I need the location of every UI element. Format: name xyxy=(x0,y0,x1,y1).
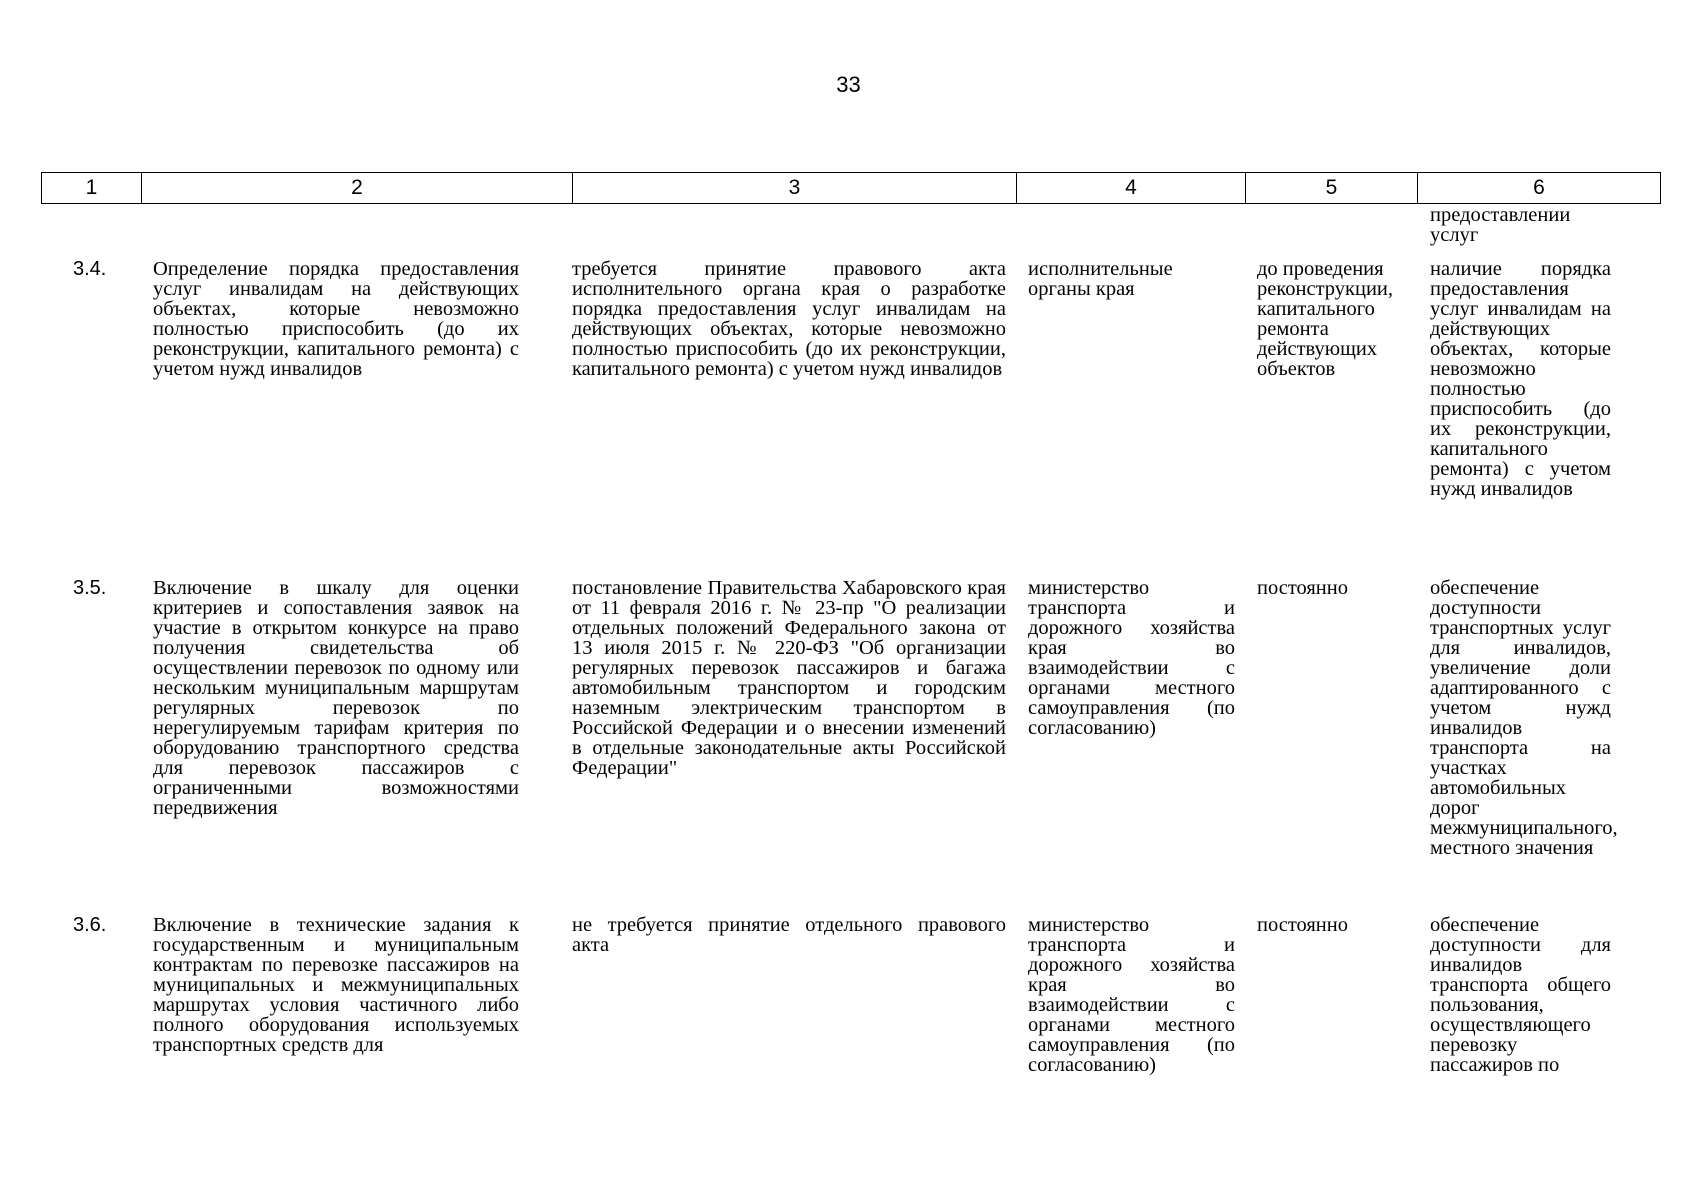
row-result: обеспечение доступности для инвалидов транспорта общего пользования, осуществляющего перевозку пассажиров по xyxy=(1430,914,1611,1076)
row-number: 3.4. xyxy=(73,258,107,280)
row-term: постоянно xyxy=(1257,577,1348,599)
row-responsible: министерство транспорта и дорожного хозяйства края во взаимодействии с органами местного самоуправления (по согласованию) xyxy=(1028,577,1235,739)
row-legal-act: не требуется принятие отдельного правового акта xyxy=(572,914,1006,956)
header-col-4: 4 xyxy=(1017,173,1246,203)
header-col-6: 6 xyxy=(1533,176,1545,199)
row-legal-act: постановление Правительства Хабаровского края от 11 февраля 2016 г. № 23-пр "О реализации отдельных положений Федерального закона от 13 июля 2015 г. № 220-ФЗ "Об организации регулярных перевозок пассажиров и багажа автомобильным транспортом и городским наземным электрическим транспортом в Российской Федерации и о внесении изменений в отдельные законодательные акты Российской Федерации" xyxy=(572,577,1006,779)
row-number: 3.5. xyxy=(73,577,107,599)
row-responsible: министерство транспорта и дорожного хозяйства края во взаимодействии с органами местного самоуправления (по согласованию) xyxy=(1028,914,1235,1076)
row-term: постоянно xyxy=(1257,914,1348,936)
row-measure: Включение в технические задания к государственным и муниципальным контрактам по перевозке пассажиров на муниципальных и межмуниципальных маршрутах условия частичного либо полного оборудования используемых транспортных средств для xyxy=(153,914,519,1056)
row-term: до проведения реконструкции, капитального ремонта действующих объектов xyxy=(1257,258,1394,380)
row-result: обеспечение доступности транспортных услуг для инвалидов, увеличение доли адаптированного с учетом нужд инвалидов транспорта на участках автомобильных дорог межмуниципального, местного значения xyxy=(1430,577,1618,859)
header-col-1: 1 xyxy=(42,173,142,203)
row-number: 3.6. xyxy=(73,914,107,936)
row-measure: Включение в шкалу для оценки критериев и сопоставления заявок на участие в открытом конкурсе на право получения свидетельства об осуществлении перевозок по одному или нескольким муниципальным маршрутам регулярных перевозок по нерегулируемым тарифам критерия по оборудованию транспортного средства для перевозок пассажиров с ограниченными возможностями передвижения xyxy=(153,577,519,819)
header-col-3: 3 xyxy=(573,173,1017,203)
header-col-2: 2 xyxy=(142,173,573,203)
row-legal-act: требуется принятие правового акта исполнительного органа края о разработке порядка предоставления услуг инвалидам на действующих объектах, которые невозможно полностью приспособить (до их реконструкции, капитального ремонта) с учетом нужд инвалидов xyxy=(572,258,1006,380)
row-measure: Определение порядка предоставления услуг инвалидам на действующих объектах, которые невозможно полностью приспособить (до их реконструкции, капитального ремонта) с учетом нужд инвалидов xyxy=(153,258,519,380)
row-responsible: исполнительные органы края xyxy=(1028,258,1173,300)
continuation-result-text: предоставлении услуг xyxy=(1430,204,1571,246)
header-col-5: 5 xyxy=(1246,173,1418,203)
row-result: наличие порядка предоставления услуг инвалидам на действующих объектах, которые невозможно полностью приспособить (до их реконструкции, капитального ремонта) с учетом нужд инвалидов xyxy=(1430,258,1611,500)
page-number: 33 xyxy=(836,72,861,97)
table-header-row xyxy=(41,172,1661,204)
